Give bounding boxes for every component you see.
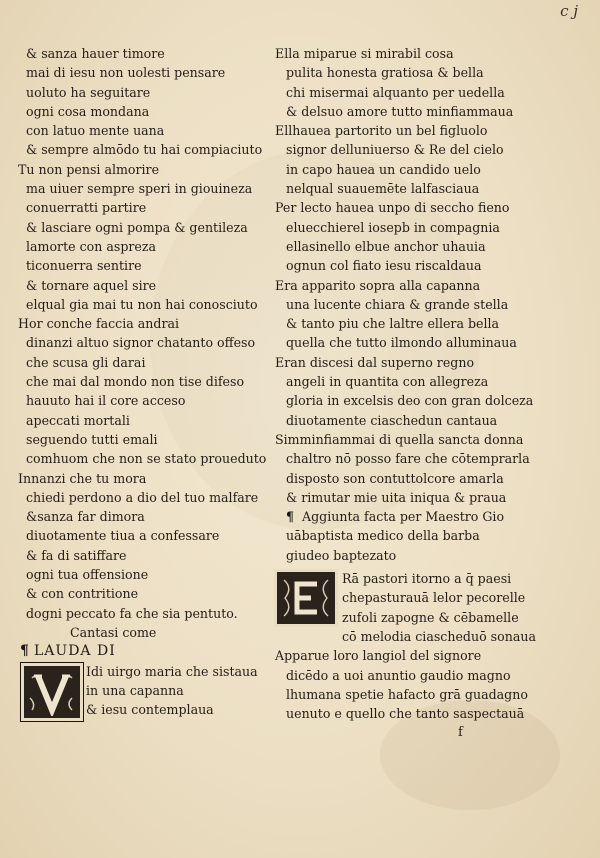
verse-line: & tornare aquel sire bbox=[26, 277, 157, 293]
verse-line: Era apparito sopra alla capanna bbox=[275, 277, 481, 293]
signature-mark: f bbox=[458, 725, 463, 741]
verse-line: Tu non pensi almorire bbox=[18, 161, 160, 177]
verse-line: Per lecto hauea unpo di seccho fieno bbox=[275, 200, 510, 216]
verse-line: & tanto piu che laltre ellera bella bbox=[286, 316, 500, 332]
verse-line: Simminfiammai di quella sancta donna bbox=[275, 431, 524, 447]
verse-line: & delsuo amore tutto minfiammaua bbox=[286, 103, 514, 119]
verse-line: dinanzi altuo signor chatanto offeso bbox=[26, 335, 256, 351]
verse-line: quella che tutto ilmondo alluminaua bbox=[286, 335, 517, 351]
verse-line: ogni cosa mondana bbox=[26, 103, 150, 119]
verse-line: Cantasi come bbox=[70, 624, 157, 640]
verse-line: nelqual suauemēte lalfasciaua bbox=[286, 181, 480, 197]
verse-line: uenuto e quello che tanto saspectauā bbox=[286, 706, 525, 722]
verse-line: conuerratti partire bbox=[26, 200, 147, 216]
verse-line: ellasinello elbue anchor uhauia bbox=[286, 238, 486, 254]
verse-line: hauuto hai il core acceso bbox=[26, 393, 186, 409]
verse-line: Apparue loro langiol del signore bbox=[275, 648, 482, 664]
verse-line: dogni peccato fa che sia pentuto. bbox=[26, 605, 238, 621]
rubric-line: ¶ Aggiunta facta per Maestro Gio bbox=[272, 507, 592, 526]
verse-line: diuotamente tiua a confessare bbox=[26, 528, 220, 544]
verse-line: comhuom che non se stato proueduto bbox=[26, 451, 267, 467]
verse-line: che mai dal mondo non tise difeso bbox=[26, 374, 245, 390]
verse-line: chaltro nō posso fare che cōtemprarla bbox=[286, 451, 530, 467]
rubric-block bbox=[272, 507, 592, 565]
verse-line: Idi uirgo maria che sistaua bbox=[86, 663, 258, 679]
verse-line: & iesu contemplaua bbox=[86, 702, 214, 718]
pilcrow-icon: ¶ bbox=[286, 509, 295, 525]
verse-line: chi misermai alquanto per uedella bbox=[286, 84, 505, 100]
verse-line: zufoli zapogne & cēbamelle bbox=[342, 609, 519, 625]
right-verse-block-final bbox=[272, 646, 592, 723]
verse-line: & sempre almōdo tu hai compiaciuto bbox=[26, 142, 263, 158]
verse-line: ogni tua offensione bbox=[26, 567, 149, 583]
right-verse-block bbox=[272, 44, 592, 507]
verse-line: apeccati mortali bbox=[26, 412, 130, 428]
verse-line: lhumana spetie hafacto grā guadagno bbox=[286, 686, 528, 702]
verse-line: elqual gia mai tu non hai conosciuto bbox=[26, 296, 258, 312]
verse-line: diuotamente ciaschedun cantaua bbox=[286, 412, 498, 428]
verse-line: lamorte con aspreza bbox=[26, 238, 156, 254]
initial-verse-block bbox=[10, 662, 272, 720]
verse-line: & sanza hauer timore bbox=[26, 46, 165, 61]
verse-line: in capo hauea un candido uelo bbox=[286, 161, 481, 177]
verse-line: eluecchierel iosepb in compagnia bbox=[286, 219, 500, 235]
left-verse-block bbox=[10, 44, 272, 642]
verse-line: & fa di satiffare bbox=[26, 547, 127, 563]
verse-line: gloria in excelsis deo con gran dolceza bbox=[286, 393, 534, 409]
verse-line: ticonuerra sentire bbox=[26, 258, 142, 274]
verse-line: & con contritione bbox=[26, 586, 139, 602]
verse-line: dicēdo a uoi anuntio gaudio magno bbox=[286, 667, 511, 683]
woodcut-initial-e-icon bbox=[274, 569, 338, 627]
verse-line: con latuo mente uana bbox=[26, 123, 165, 139]
lauda-heading: ¶ LAUDA DI bbox=[10, 642, 272, 661]
rubric-line: giudeo baptezato bbox=[286, 547, 397, 563]
verse-line: Hor conche faccia andrai bbox=[18, 316, 180, 332]
verse-line: Ellhauea partorito un bel figluolo bbox=[275, 123, 488, 139]
verse-line: angeli in quantita con allegreza bbox=[286, 374, 489, 390]
verse-line: Rā pastori itorno a q̄ paesi bbox=[342, 571, 512, 587]
verse-line: mai di iesu non uolesti pensare bbox=[26, 65, 226, 81]
verse-line: pulita honesta gratiosa & bella bbox=[286, 65, 484, 81]
initial-verse-block-e bbox=[272, 569, 592, 646]
verse-line: disposto son contuttolcore amarla bbox=[286, 470, 504, 486]
woodcut-initial-v-icon bbox=[20, 662, 84, 722]
verse-line: & lasciare ogni pompa & gentileza bbox=[26, 219, 248, 235]
verse-line: cō melodia ciascheduō sonaua bbox=[342, 628, 536, 644]
verse-line: chepasturauā lelor pecorelle bbox=[342, 590, 526, 606]
verse-line: Eran discesi dal superno regno bbox=[275, 354, 475, 370]
folio-number: c j bbox=[560, 2, 578, 20]
verse-line: una lucente chiara & grande stella bbox=[286, 296, 509, 312]
verse-line: uoluto ha seguitare bbox=[26, 84, 151, 100]
verse-line: Innanzi che tu mora bbox=[18, 470, 147, 486]
right-column bbox=[272, 44, 592, 743]
verse-line: seguendo tutti emali bbox=[26, 431, 158, 447]
verse-line: &sanza far dimora bbox=[26, 509, 145, 525]
verse-line: signor delluniuerso & Re del cielo bbox=[286, 142, 504, 158]
verse-line: che scusa gli darai bbox=[26, 354, 146, 370]
verse-line: in una capanna bbox=[86, 682, 184, 698]
rubric-line: uābaptista medico della barba bbox=[286, 528, 480, 544]
verse-line: ognun col fiato iesu riscaldaua bbox=[286, 258, 482, 274]
left-column bbox=[10, 44, 272, 719]
verse-line: chiedi perdono a dio del tuo malfare bbox=[26, 489, 259, 505]
verse-line: ma uiuer sempre speri in giouineza bbox=[26, 181, 253, 197]
verse-line: Ella miparue si mirabil cosa bbox=[275, 46, 454, 61]
verse-line: & rimutar mie uita iniqua & praua bbox=[286, 489, 507, 505]
pilcrow-icon: ¶ bbox=[20, 643, 30, 660]
